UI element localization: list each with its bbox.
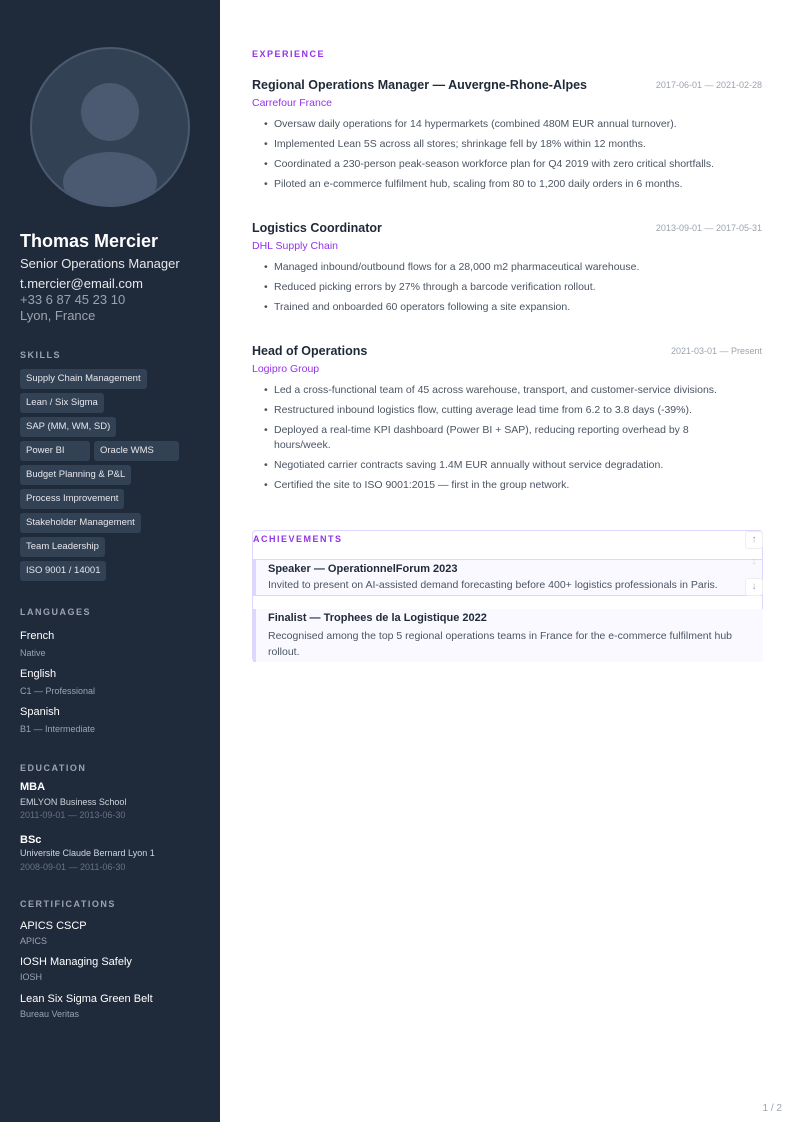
drag-handle-icon[interactable]: ↕ [751, 556, 757, 567]
experience-heading: EXPERIENCE [252, 49, 326, 59]
language-name: Spanish [20, 706, 60, 718]
skill-chip: Lean / Six Sigma [20, 393, 104, 413]
language-level: B1 — Intermediate [20, 724, 96, 734]
education-dates: 2011-09-01 — 2013-06-30 [20, 810, 126, 820]
job-bullet: • Negotiated carrier contracts saving 1.4M EUR annually without service degradation. [264, 458, 762, 473]
skill-chip: Stakeholder Management [20, 513, 141, 533]
job-bullet: • Managed inbound/outbound flows for a 28,000 m2 pharmaceutical warehouse. [264, 260, 762, 275]
candidate-title: Senior Operations Manager [20, 256, 180, 271]
language-name: English [20, 668, 57, 680]
location: Lyon, France [20, 308, 96, 323]
sidebar [0, 0, 220, 1122]
job-title: Logistics Coordinator [252, 221, 382, 235]
job-bullet: • Coordinated a 230-person peak-season workforce plan for Q4 2019 with zero critical shortfalls. [264, 157, 762, 172]
move-down-button[interactable]: ↓ [745, 578, 763, 596]
job-dates: 2017-06-01 — 2021-02-28 [655, 80, 762, 90]
achievement-item[interactable] [253, 559, 763, 596]
school: Universite Claude Bernard Lyon 1 [20, 848, 155, 858]
candidate-name: Thomas Mercier [20, 231, 159, 251]
job-company: Carrefour France [252, 97, 332, 109]
job-entry [252, 221, 762, 320]
phone: +33 6 87 45 23 10 [20, 292, 126, 307]
degree: MBA [20, 781, 46, 793]
job-title: Regional Operations Manager — Auvergne-Rhone-Alpes [252, 78, 588, 92]
job-bullet: • Oversaw daily operations for 14 hypermarkets (combined 480M EUR annual turnover). [264, 117, 762, 132]
skill-chip: Power BI [20, 441, 90, 461]
achievement-title: Speaker — OperationnelForum 2023 [268, 563, 458, 575]
achievement-description: Invited to present on AI-assisted demand forecasting before 400+ logistics professionals in Paris. [268, 579, 718, 591]
page-number: 1 / 2 [762, 1103, 782, 1114]
job-bullet: • Deployed a real-time KPI dashboard (Power BI + SAP), reducing reporting overhead by 8 hours/week. [264, 423, 762, 453]
job-dates: 2021-03-01 — Present [670, 346, 762, 356]
move-up-button[interactable]: ↑ [745, 531, 763, 549]
languages-heading: LANGUAGES [20, 607, 92, 617]
job-bullet: • Reduced picking errors by 27% through a barcode verification rollout. [264, 280, 762, 295]
achievement-item[interactable] [253, 609, 763, 662]
job-bullet: • Led a cross-functional team of 45 across warehouse, transport, and customer-service divisions. [264, 383, 762, 398]
job-bullet: • Piloted an e-commerce fulfilment hub, scaling from 80 to 1,200 daily orders in 6 months. [264, 177, 762, 192]
skills-list [20, 369, 210, 581]
achievements-section[interactable] [252, 530, 763, 662]
education-heading: EDUCATION [20, 763, 87, 773]
certification-issuer: Bureau Veritas [20, 1009, 80, 1019]
education-dates: 2008-09-01 — 2011-06-30 [20, 862, 126, 872]
job-dates: 2013-09-01 — 2017-05-31 [655, 223, 762, 233]
certification-issuer: APICS [20, 936, 48, 946]
skill-chip: Oracle WMS [94, 441, 179, 461]
avatar [30, 47, 190, 207]
skill-chip: ISO 9001 / 14001 [20, 561, 106, 581]
certification-name: Lean Six Sigma Green Belt [20, 993, 153, 1005]
degree: BSc [20, 834, 42, 846]
achievement-title: Finalist — Trophees de la Logistique 2022 [268, 612, 487, 624]
job-bullet: • Trained and onboarded 60 operators following a site expansion. [264, 300, 762, 315]
achievement-description: Recognised among the top 5 regional operations teams in France for the e-commerce fulfilment hub rollout. [268, 630, 732, 658]
certifications-heading: CERTIFICATIONS [20, 899, 116, 909]
skills-heading: SKILLS [20, 350, 62, 360]
school: EMLYON Business School [20, 797, 127, 807]
certification-name: APICS CSCP [20, 920, 87, 932]
job-bullet: • Certified the site to ISO 9001:2015 — first in the group network. [264, 478, 762, 493]
skill-chip: Budget Planning & P&L [20, 465, 131, 485]
job-entry [252, 78, 762, 197]
achievements-heading: ACHIEVEMENTS [253, 534, 343, 544]
job-bullet: • Restructured inbound logistics flow, cutting average lead time from 6.2 to 3.8 days (-39%). [264, 403, 762, 418]
job-company: DHL Supply Chain [252, 240, 338, 252]
skill-chip: Process Improvement [20, 489, 124, 509]
skill-chip: Supply Chain Management [20, 369, 147, 389]
certification-issuer: IOSH [20, 972, 43, 982]
job-entry [252, 344, 762, 498]
job-company: Logipro Group [252, 363, 320, 375]
language-name: French [20, 630, 55, 642]
language-level: Native [20, 648, 46, 658]
job-bullet: • Implemented Lean 5S across all stores; shrinkage fell by 18% within 12 months. [264, 137, 762, 152]
job-title: Head of Operations [252, 344, 368, 358]
certification-name: IOSH Managing Safely [20, 956, 132, 968]
language-level: C1 — Professional [20, 686, 96, 696]
skill-chip: SAP (MM, WM, SD) [20, 417, 116, 437]
skill-chip: Team Leadership [20, 537, 105, 557]
email: t.mercier@email.com [20, 276, 143, 291]
